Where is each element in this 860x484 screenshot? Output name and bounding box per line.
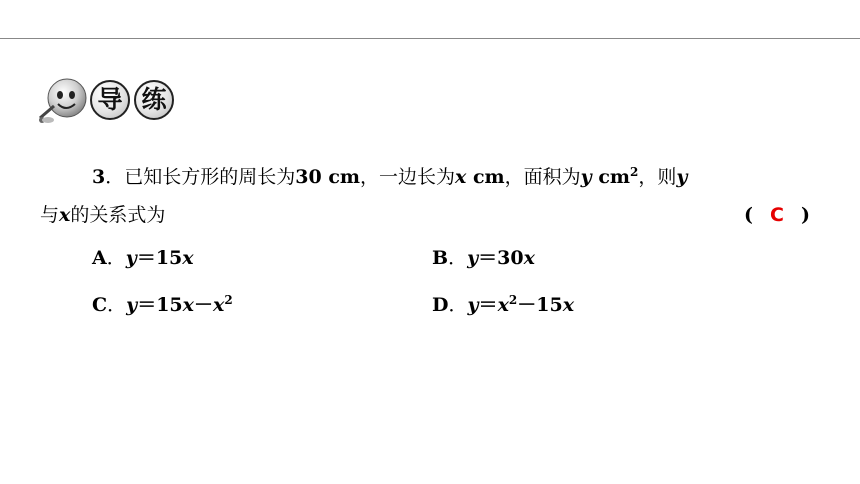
answer-close: ) xyxy=(801,204,810,226)
unit-cm: cm xyxy=(466,166,505,188)
question-text-b: ，一边长为 xyxy=(360,166,456,188)
question-line2-b: 的关系式为 xyxy=(70,204,166,226)
option-label: D xyxy=(432,294,449,316)
answer-letter: C xyxy=(770,204,784,226)
question-line-2 xyxy=(40,203,165,227)
option-eq: ＝ xyxy=(137,294,157,316)
option-eq: ＝ xyxy=(478,247,498,269)
option-label: A xyxy=(92,247,107,269)
option-a[interactable] xyxy=(92,246,194,270)
answer-bracket xyxy=(744,203,810,227)
option-var2: x xyxy=(213,294,225,316)
answer-open: ( xyxy=(744,204,753,226)
option-eq: ＝ xyxy=(136,247,156,269)
var-x: x xyxy=(455,166,467,188)
option-var: x xyxy=(182,247,194,269)
option-var: x xyxy=(523,247,535,269)
option-lhs: y xyxy=(125,247,137,269)
option-eq: ＝ xyxy=(478,294,498,316)
question-line-1 xyxy=(92,160,687,189)
option-sep: ． xyxy=(106,247,126,269)
option-d[interactable] xyxy=(432,288,574,317)
option-lhs: y xyxy=(467,247,479,269)
option-sep: ． xyxy=(448,294,468,316)
option-b[interactable] xyxy=(432,246,535,270)
option-label: B xyxy=(432,247,449,269)
option-var: x xyxy=(497,294,509,316)
question-number-sep: ． xyxy=(105,166,125,188)
option-num: 30 xyxy=(497,247,524,269)
question-line2-a: 与 xyxy=(40,204,60,226)
top-divider xyxy=(0,38,860,39)
option-lhs: y xyxy=(126,294,138,316)
question-text-a: 已知长方形的周长为 xyxy=(124,166,296,188)
badge-char-lian: 练 xyxy=(134,80,174,120)
smiley-writer-icon xyxy=(34,76,90,128)
question-text-c: ，面积为 xyxy=(504,166,581,188)
option-minus: － xyxy=(193,294,213,316)
question-number: 3 xyxy=(92,166,106,188)
option-num: 15 xyxy=(536,294,563,316)
option-var: x xyxy=(182,294,194,316)
option-sep: ． xyxy=(107,294,127,316)
option-num: 15 xyxy=(155,247,183,269)
unit-cm2: cm xyxy=(591,166,630,188)
section-badge xyxy=(34,76,184,126)
question-text-d: ，则 xyxy=(638,166,677,188)
option-label: C xyxy=(92,294,108,316)
perimeter-value: 30 cm xyxy=(295,166,360,188)
option-sep: ． xyxy=(448,247,468,269)
option-minus: － xyxy=(517,294,537,316)
var-y-end: y xyxy=(676,166,688,188)
option-var2: x xyxy=(562,294,575,316)
option-sup: 2 xyxy=(508,293,518,307)
var-x-line2: x xyxy=(59,204,71,226)
unit-superscript: 2 xyxy=(630,165,639,179)
option-sup: 2 xyxy=(224,293,233,307)
badge-char-dao: 导 xyxy=(90,80,130,120)
option-num: 15 xyxy=(156,294,183,316)
option-lhs: y xyxy=(467,294,479,316)
option-c[interactable] xyxy=(92,288,233,317)
var-y: y xyxy=(580,166,592,188)
